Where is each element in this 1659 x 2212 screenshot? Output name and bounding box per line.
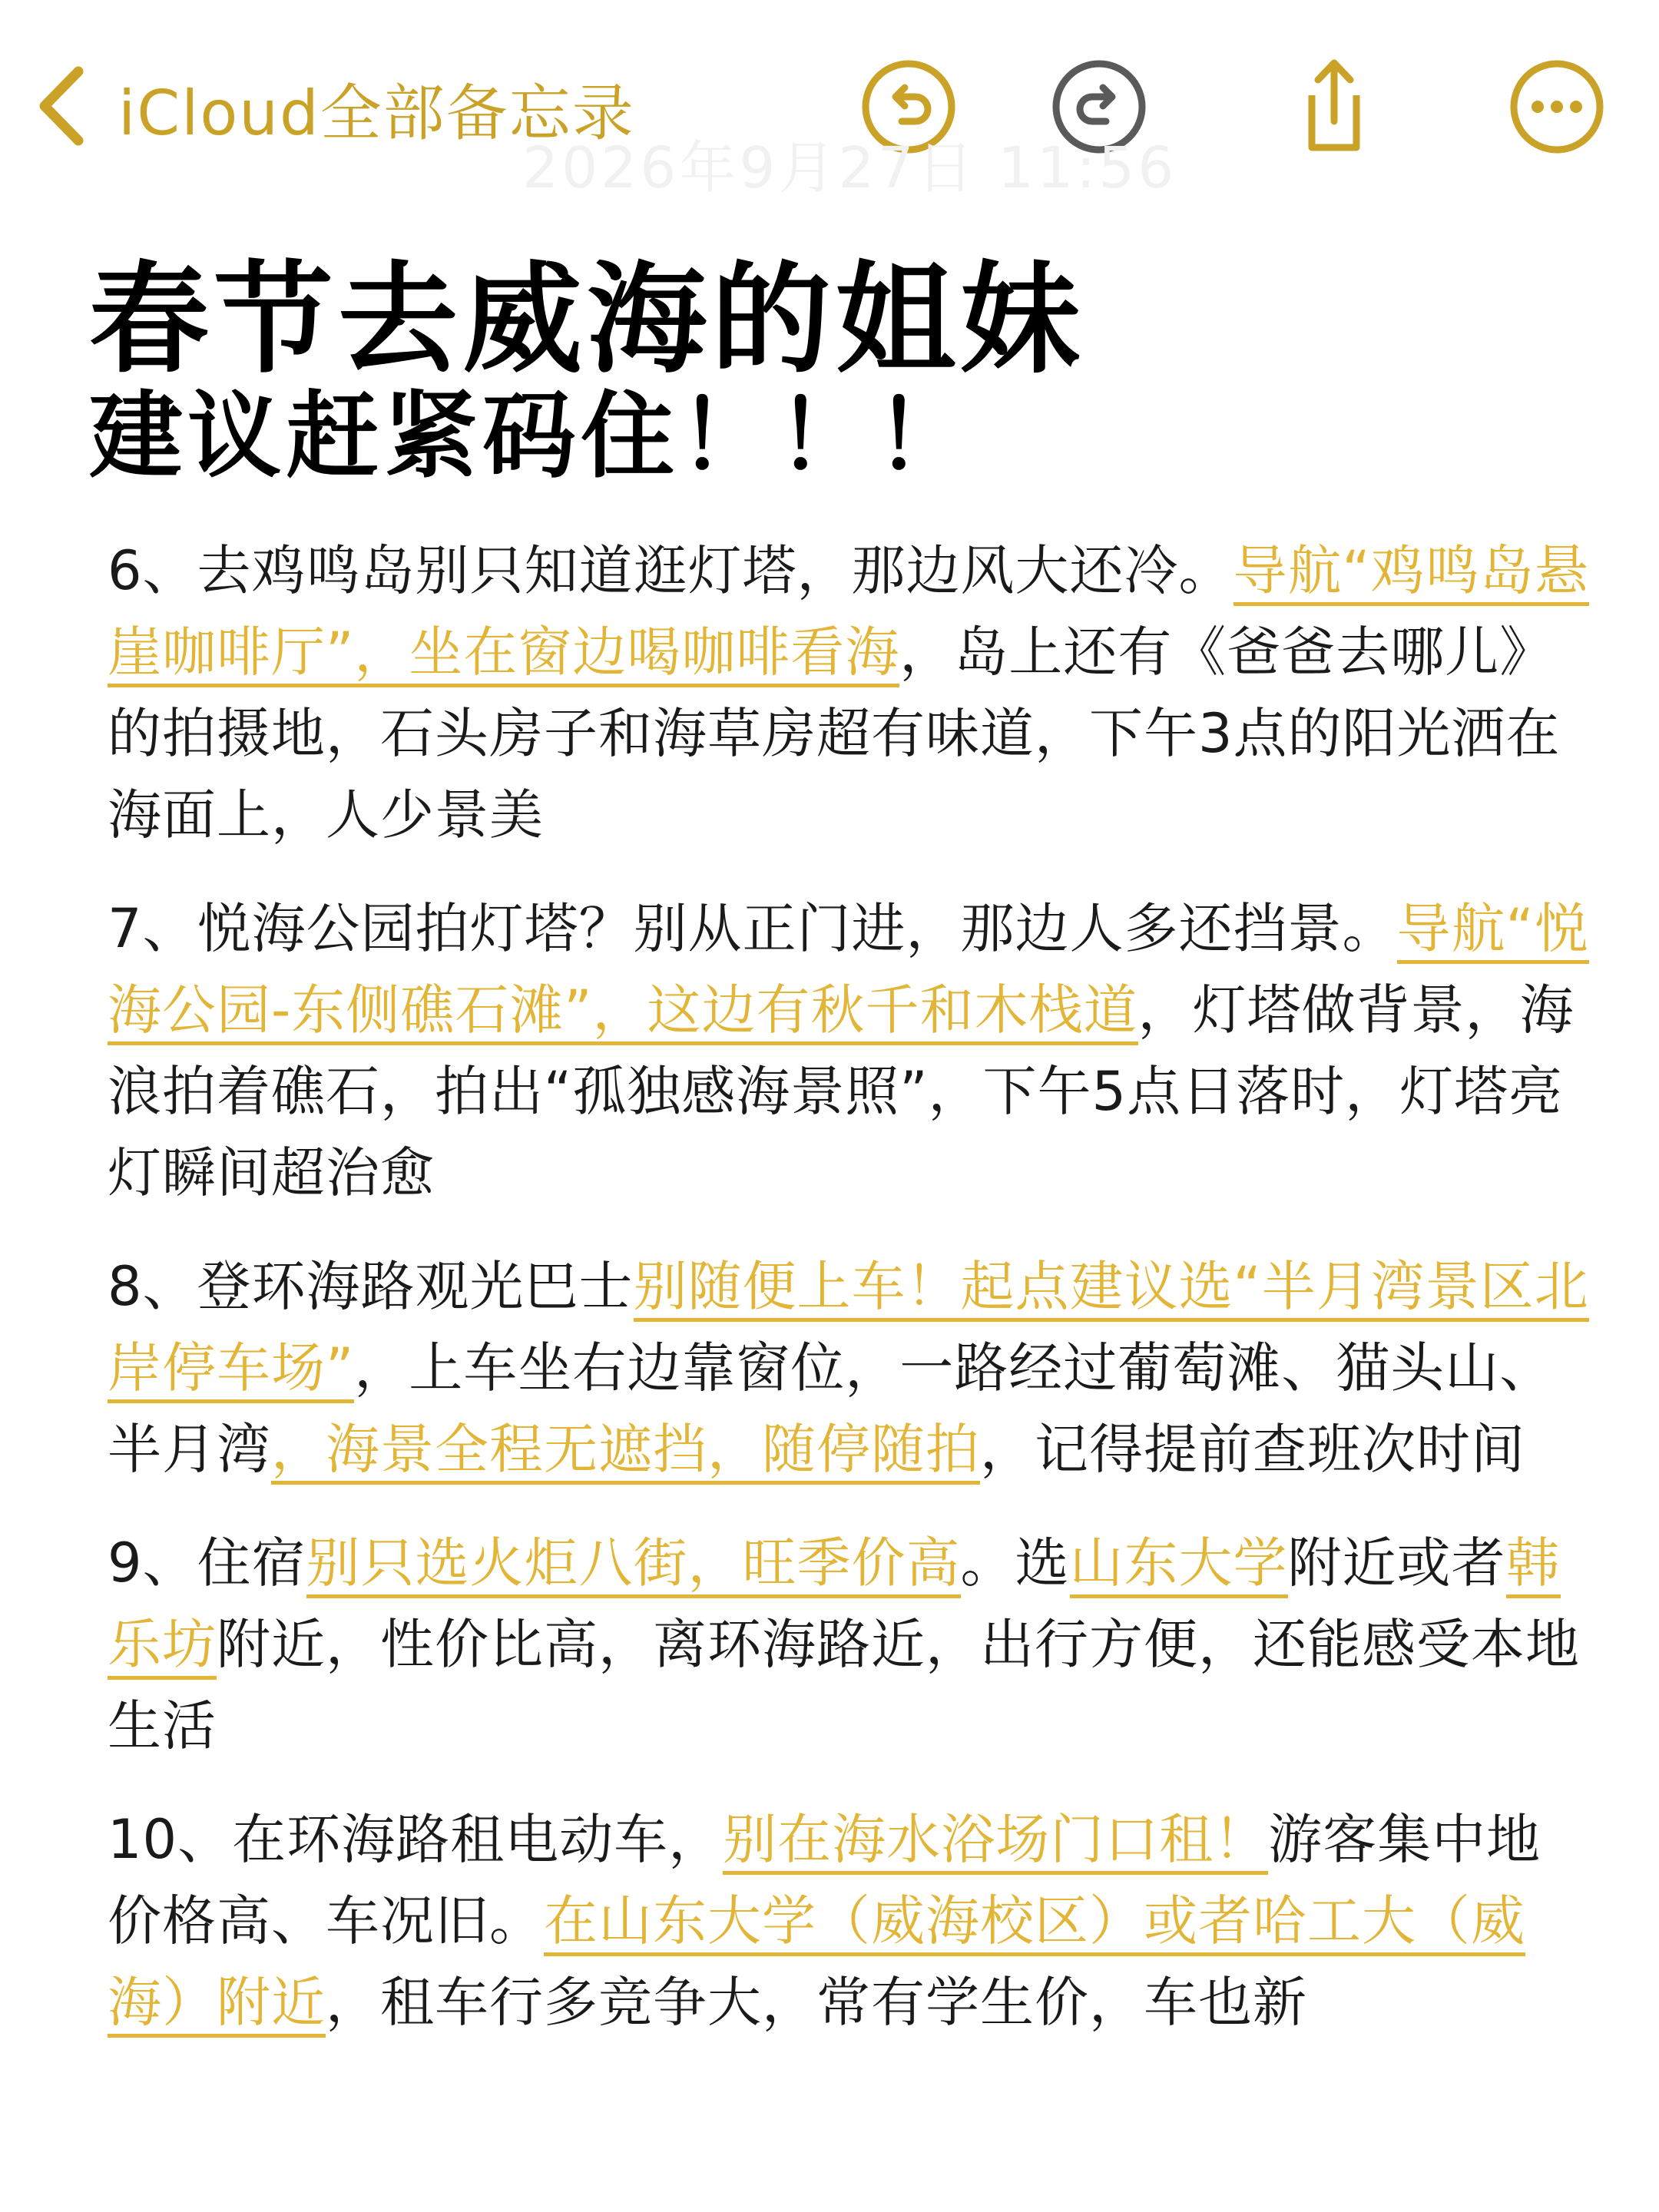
body-text: ，租车行多竞争大，常有学生价，车也新 bbox=[326, 1971, 1307, 2034]
body-text: ，上车坐右边靠窗位，一路经过葡萄滩、猫头山、半月湾 bbox=[108, 1336, 1555, 1481]
highlighted-text: 别随便上车！起点建议选“半月湾景区北岸停车场” bbox=[108, 1255, 1589, 1403]
note-date: 2026年9月27日 11:56 bbox=[522, 135, 1177, 201]
body-text: 8、登环海路观光巴士 bbox=[108, 1255, 634, 1318]
note-paragraph bbox=[108, 1522, 1590, 1767]
note-title: 春节去威海的姐妹 bbox=[89, 250, 1084, 389]
chevron-left-icon bbox=[34, 64, 88, 151]
highlighted-text: 别在海水浴场门口租！ bbox=[723, 1808, 1268, 1875]
note-paragraph bbox=[108, 888, 1590, 1214]
body-text: 游客集中地价格高、车况旧。 bbox=[108, 1808, 1541, 1952]
note-paragraph bbox=[108, 1246, 1590, 1490]
share-icon bbox=[1280, 145, 1379, 160]
highlighted-text: 山东大学 bbox=[1070, 1532, 1288, 1598]
body-text: ，灯塔做背景，海浪拍着礁石，拍出“孤独感海景照”，下午5点日落时，灯塔亮灯瞬间超治愈 bbox=[108, 979, 1575, 1204]
body-text: 7、悦海公园拍灯塔？别从正门进，那边人多还挡景。 bbox=[108, 897, 1397, 960]
body-text: 附近或者 bbox=[1287, 1532, 1506, 1594]
highlighted-text: 导航“悦海公园-东侧礁石滩”，这边有秋千和木栈道 bbox=[108, 897, 1589, 1045]
more-button[interactable] bbox=[1507, 57, 1607, 157]
note-subtitle: 建议赶紧码住！！！ bbox=[89, 382, 974, 491]
share-button[interactable] bbox=[1280, 57, 1379, 157]
note-paragraph bbox=[108, 1799, 1590, 2043]
body-text: ，记得提前查班次时间 bbox=[980, 1418, 1525, 1481]
body-text: 9、住宿 bbox=[108, 1532, 306, 1594]
body-text: ，岛上还有《爸爸去哪儿》的拍摄地，石头房子和海草房超有味道，下午3点的阳光洒在海面上，人少景美 bbox=[108, 621, 1561, 846]
body-text: 6、去鸡鸣岛别只知道逛灯塔，那边风大还冷。 bbox=[108, 539, 1233, 602]
highlighted-text: 别只选火炬八街，旺季价高 bbox=[306, 1532, 961, 1598]
highlighted-text: 在山东大学（威海校区）或者哈工大（威海）附近 bbox=[108, 1889, 1525, 2038]
note-paragraph bbox=[108, 530, 1590, 856]
highlighted-text: 导航“鸡鸣岛悬崖咖啡厅”，坐在窗边喝咖啡看海 bbox=[108, 539, 1589, 687]
highlighted-text: 韩乐坊 bbox=[108, 1532, 1561, 1680]
highlighted-text: ，海景全程无遮挡，随停随拍 bbox=[271, 1418, 980, 1485]
body-text: 附近，性价比高，离环海路近，出行方便，还能感受本地生活 bbox=[108, 1613, 1580, 1757]
more-icon bbox=[1507, 145, 1607, 160]
body-text: 10、在环海路租电动车， bbox=[108, 1808, 724, 1871]
note-body[interactable] bbox=[108, 530, 1590, 2075]
body-text: 。选 bbox=[960, 1532, 1070, 1594]
back-label: iCloud全部备忘录 bbox=[118, 77, 635, 149]
